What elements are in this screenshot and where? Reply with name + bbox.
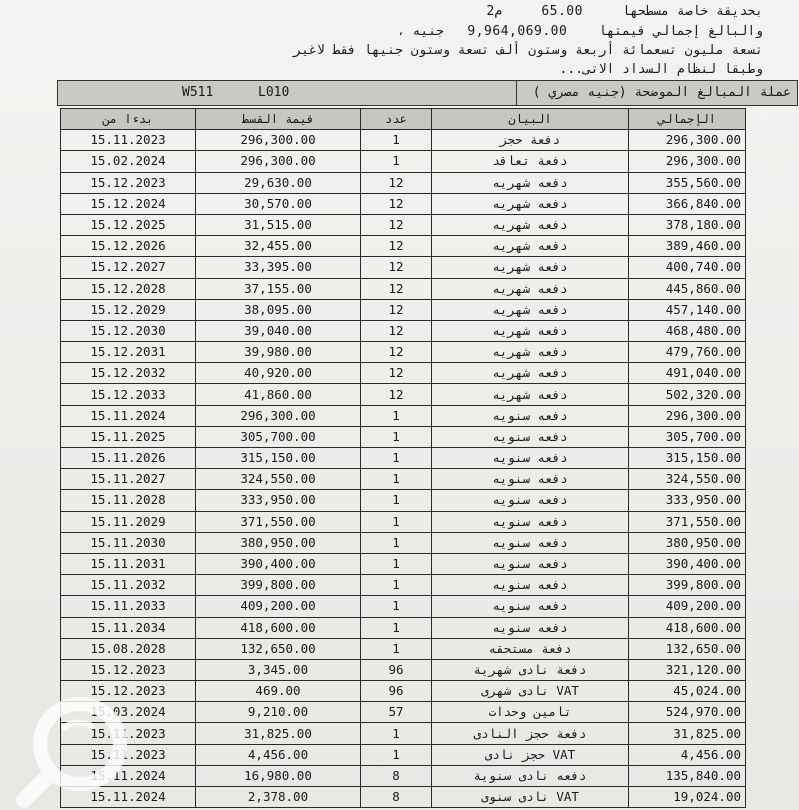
table-row <box>61 511 746 532</box>
table-row <box>61 320 746 341</box>
cell-total: 502,320.00 <box>629 384 746 405</box>
cell-start-date: 15.11.2025 <box>61 426 196 447</box>
table-row <box>61 617 746 638</box>
table-row <box>61 787 746 808</box>
cell-start-date: 15.12.2025 <box>61 214 196 235</box>
table-row <box>61 490 746 511</box>
table-row <box>61 469 746 490</box>
cell-count: 12 <box>361 172 432 193</box>
table-row <box>61 342 746 363</box>
table-row <box>61 278 746 299</box>
cell-installment: 31,825.00 <box>196 723 361 744</box>
cell-installment: 409,200.00 <box>196 596 361 617</box>
cell-count: 1 <box>361 469 432 490</box>
cell-total: 296,300.00 <box>629 151 746 172</box>
band-divider <box>516 81 517 105</box>
cell-start-date: 15.11.2027 <box>61 469 196 490</box>
cell-count: 1 <box>361 511 432 532</box>
header-line2-currency: جنيه ، <box>396 24 444 39</box>
cell-installment: 132,650.00 <box>196 638 361 659</box>
cell-total: 296,300.00 <box>629 130 746 151</box>
cell-description: دفعه سنويه <box>432 553 629 574</box>
cell-count: 12 <box>361 257 432 278</box>
cell-start-date: 15.03.2024 <box>61 702 196 723</box>
cell-description: دفعه سنويه <box>432 469 629 490</box>
table-header-row <box>61 109 746 130</box>
header-line-2 <box>397 24 763 39</box>
cell-start-date: 15.12.2031 <box>61 342 196 363</box>
table-row <box>61 257 746 278</box>
payment-schedule-table <box>60 108 746 808</box>
cell-installment: 39,980.00 <box>196 342 361 363</box>
cell-count: 96 <box>361 659 432 680</box>
cell-installment: 30,570.00 <box>196 193 361 214</box>
cell-start-date: 15.12.2023 <box>61 659 196 680</box>
cell-description: دفعه سنويه <box>432 575 629 596</box>
cell-start-date: 15.11.2023 <box>61 130 196 151</box>
cell-total: 132,650.00 <box>629 638 746 659</box>
cell-count: 96 <box>361 681 432 702</box>
cell-description: دفعه سنويه <box>432 426 629 447</box>
cell-count: 1 <box>361 553 432 574</box>
cell-description: VAT نادى شهرى <box>432 681 629 702</box>
cell-count: 12 <box>361 320 432 341</box>
cell-start-date: 15.11.2034 <box>61 617 196 638</box>
cell-description: دفعه سنويه <box>432 596 629 617</box>
cell-description: دفعه شهريه <box>432 342 629 363</box>
table-row <box>61 151 746 172</box>
cell-total: 31,825.00 <box>629 723 746 744</box>
cell-description: دفعه سنويه <box>432 617 629 638</box>
cell-total: 491,040.00 <box>629 363 746 384</box>
table-row <box>61 130 746 151</box>
cell-description: تامين وحدات <box>432 702 629 723</box>
cell-start-date: 15.12.2030 <box>61 320 196 341</box>
cell-total: 399,800.00 <box>629 575 746 596</box>
table-row <box>61 723 746 744</box>
cell-start-date: 15.12.2024 <box>61 193 196 214</box>
cell-total: 321,120.00 <box>629 659 746 680</box>
cell-total: 296,300.00 <box>629 405 746 426</box>
cell-count: 1 <box>361 426 432 447</box>
header-line2-amount: 9,964,069.00 <box>467 24 568 39</box>
header-line1-text: بحديقة خاصة مسطحها <box>622 4 763 19</box>
cell-installment: 32,455.00 <box>196 236 361 257</box>
table-row <box>61 384 746 405</box>
cell-start-date: 15.12.2023 <box>61 172 196 193</box>
cell-total: 457,140.00 <box>629 299 746 320</box>
col-header-installment: قيمة القسط <box>196 109 361 130</box>
cell-start-date: 15.11.2032 <box>61 575 196 596</box>
cell-count: 12 <box>361 278 432 299</box>
cell-count: 12 <box>361 193 432 214</box>
cell-installment: 40,920.00 <box>196 363 361 384</box>
table-row <box>61 681 746 702</box>
table-row <box>61 765 746 786</box>
table-row <box>61 553 746 574</box>
cell-count: 1 <box>361 405 432 426</box>
cell-description: دفعه شهريه <box>432 278 629 299</box>
cell-description: دفعه نادى سنوية <box>432 765 629 786</box>
cell-start-date: 15.11.2026 <box>61 448 196 469</box>
cell-total: 305,700.00 <box>629 426 746 447</box>
table-row <box>61 702 746 723</box>
cell-count: 8 <box>361 787 432 808</box>
cell-start-date: 15.11.2029 <box>61 511 196 532</box>
cell-start-date: 15.11.2024 <box>61 405 196 426</box>
cell-total: 380,950.00 <box>629 532 746 553</box>
cell-count: 12 <box>361 384 432 405</box>
cell-start-date: 15.11.2023 <box>61 744 196 765</box>
cell-installment: 3,345.00 <box>196 659 361 680</box>
cell-installment: 39,040.00 <box>196 320 361 341</box>
unit-code-building: W511 <box>182 85 214 100</box>
cell-total: 371,550.00 <box>629 511 746 532</box>
cell-installment: 2,378.00 <box>196 787 361 808</box>
cell-description: VAT حجز نادى <box>432 744 629 765</box>
cell-total: 333,950.00 <box>629 490 746 511</box>
cell-start-date: 15.11.2033 <box>61 596 196 617</box>
cell-description: دفعة مستحقه <box>432 638 629 659</box>
col-header-count: عدد <box>361 109 432 130</box>
cell-start-date: 15.11.2024 <box>61 765 196 786</box>
cell-description: دفعه سنويه <box>432 532 629 553</box>
cell-count: 1 <box>361 130 432 151</box>
table-row <box>61 659 746 680</box>
cell-count: 1 <box>361 532 432 553</box>
header-line-1 <box>487 4 763 19</box>
cell-start-date: 15.12.2029 <box>61 299 196 320</box>
header-line-4: وطبقا لنظام السداد الاتى... <box>559 62 763 77</box>
cell-count: 1 <box>361 151 432 172</box>
search-magnifier-watermark-icon <box>14 688 136 810</box>
cell-count: 12 <box>361 236 432 257</box>
col-header-description: البيان <box>432 109 629 130</box>
table-row <box>61 193 746 214</box>
cell-description: دفعه شهريه <box>432 384 629 405</box>
cell-description: دفعه شهريه <box>432 172 629 193</box>
cell-installment: 37,155.00 <box>196 278 361 299</box>
cell-start-date: 15.11.2031 <box>61 553 196 574</box>
cell-description: دفعه شهريه <box>432 363 629 384</box>
cell-total: 19,024.00 <box>629 787 746 808</box>
table-row <box>61 214 746 235</box>
cell-installment: 371,550.00 <box>196 511 361 532</box>
cell-start-date: 15.02.2024 <box>61 151 196 172</box>
cell-installment: 33,395.00 <box>196 257 361 278</box>
cell-count: 1 <box>361 617 432 638</box>
cell-installment: 38,095.00 <box>196 299 361 320</box>
table-row <box>61 299 746 320</box>
cell-total: 418,600.00 <box>629 617 746 638</box>
cell-installment: 16,980.00 <box>196 765 361 786</box>
cell-total: 409,200.00 <box>629 596 746 617</box>
cell-start-date: 15.12.2026 <box>61 236 196 257</box>
cell-start-date: 15.11.2030 <box>61 532 196 553</box>
table-row <box>61 532 746 553</box>
cell-installment: 296,300.00 <box>196 405 361 426</box>
cell-count: 1 <box>361 638 432 659</box>
cell-installment: 29,630.00 <box>196 172 361 193</box>
col-header-total: الإجمالي <box>629 109 746 130</box>
header-line-3: تسعة مليون تسعمائة أربعة وستون ألف تسعة وستون جنيها فقط لاغير <box>293 43 763 58</box>
cell-description: دفعه شهريه <box>432 236 629 257</box>
cell-start-date: 15.12.2027 <box>61 257 196 278</box>
cell-description: VAT نادى سنوى <box>432 787 629 808</box>
cell-total: 45,024.00 <box>629 681 746 702</box>
cell-description: دفعه شهريه <box>432 299 629 320</box>
cell-installment: 4,456.00 <box>196 744 361 765</box>
cell-description: دفعة نادى شهرية <box>432 659 629 680</box>
cell-description: دفعه شهريه <box>432 257 629 278</box>
cell-start-date: 15.12.2032 <box>61 363 196 384</box>
table-row <box>61 426 746 447</box>
col-header-start: بدءا من <box>61 109 196 130</box>
table-row <box>61 363 746 384</box>
cell-count: 1 <box>361 596 432 617</box>
cell-description: دفعه سنويه <box>432 448 629 469</box>
cell-installment: 41,860.00 <box>196 384 361 405</box>
cell-description: دفعه شهريه <box>432 193 629 214</box>
table-row <box>61 448 746 469</box>
cell-installment: 418,600.00 <box>196 617 361 638</box>
table-row <box>61 638 746 659</box>
cell-total: 378,180.00 <box>629 214 746 235</box>
cell-installment: 333,950.00 <box>196 490 361 511</box>
cell-count: 12 <box>361 363 432 384</box>
cell-installment: 380,950.00 <box>196 532 361 553</box>
cell-count: 12 <box>361 299 432 320</box>
cell-description: دفعة تعاقد <box>432 151 629 172</box>
cell-total: 389,460.00 <box>629 236 746 257</box>
cell-description: دفعه شهريه <box>432 320 629 341</box>
cell-start-date: 15.08.2028 <box>61 638 196 659</box>
cell-count: 12 <box>361 342 432 363</box>
cell-count: 8 <box>361 765 432 786</box>
cell-installment: 324,550.00 <box>196 469 361 490</box>
cell-count: 1 <box>361 490 432 511</box>
cell-total: 366,840.00 <box>629 193 746 214</box>
cell-count: 1 <box>361 723 432 744</box>
header-line1-area: 65.00 <box>541 4 583 19</box>
currency-band <box>57 80 798 106</box>
cell-installment: 305,700.00 <box>196 426 361 447</box>
cell-description: دفعة حجز النادى <box>432 723 629 744</box>
cell-total: 355,560.00 <box>629 172 746 193</box>
header-line2-text: والبالغ إجمالي قيمتها <box>598 24 763 39</box>
cell-total: 400,740.00 <box>629 257 746 278</box>
cell-total: 479,760.00 <box>629 342 746 363</box>
cell-start-date: 15.12.2028 <box>61 278 196 299</box>
cell-description: دفعه سنويه <box>432 490 629 511</box>
cell-installment: 296,300.00 <box>196 151 361 172</box>
cell-installment: 296,300.00 <box>196 130 361 151</box>
cell-installment: 9,210.00 <box>196 702 361 723</box>
table-row <box>61 744 746 765</box>
table-row <box>61 596 746 617</box>
cell-start-date: 15.11.2028 <box>61 490 196 511</box>
cell-total: 468,480.00 <box>629 320 746 341</box>
cell-installment: 399,800.00 <box>196 575 361 596</box>
cell-start-date: 15.11.2023 <box>61 723 196 744</box>
cell-installment: 390,400.00 <box>196 553 361 574</box>
cell-description: دفعه سنويه <box>432 511 629 532</box>
cell-total: 135,840.00 <box>629 765 746 786</box>
cell-start-date: 15.12.2023 <box>61 681 196 702</box>
table-row <box>61 405 746 426</box>
cell-total: 390,400.00 <box>629 553 746 574</box>
cell-start-date: 15.12.2033 <box>61 384 196 405</box>
cell-count: 12 <box>361 214 432 235</box>
cell-description: دفعه سنويه <box>432 405 629 426</box>
header-line1-unit: م2 <box>486 4 503 19</box>
cell-total: 315,150.00 <box>629 448 746 469</box>
cell-count: 57 <box>361 702 432 723</box>
cell-count: 1 <box>361 744 432 765</box>
table-row <box>61 172 746 193</box>
cell-count: 1 <box>361 575 432 596</box>
table-row <box>61 575 746 596</box>
cell-total: 4,456.00 <box>629 744 746 765</box>
cell-total: 445,860.00 <box>629 278 746 299</box>
cell-total: 324,550.00 <box>629 469 746 490</box>
cell-description: دفعه شهريه <box>432 214 629 235</box>
cell-start-date: 15.11.2024 <box>61 787 196 808</box>
table-row <box>61 236 746 257</box>
unit-code-level: L010 <box>258 85 290 100</box>
cell-count: 1 <box>361 448 432 469</box>
cell-total: 524,970.00 <box>629 702 746 723</box>
cell-installment: 469.00 <box>196 681 361 702</box>
cell-installment: 31,515.00 <box>196 214 361 235</box>
cell-installment: 315,150.00 <box>196 448 361 469</box>
cell-description: دفعة حجز <box>432 130 629 151</box>
currency-label: عملة المبالغ الموضحة (جنيه مصري ) <box>532 85 791 100</box>
